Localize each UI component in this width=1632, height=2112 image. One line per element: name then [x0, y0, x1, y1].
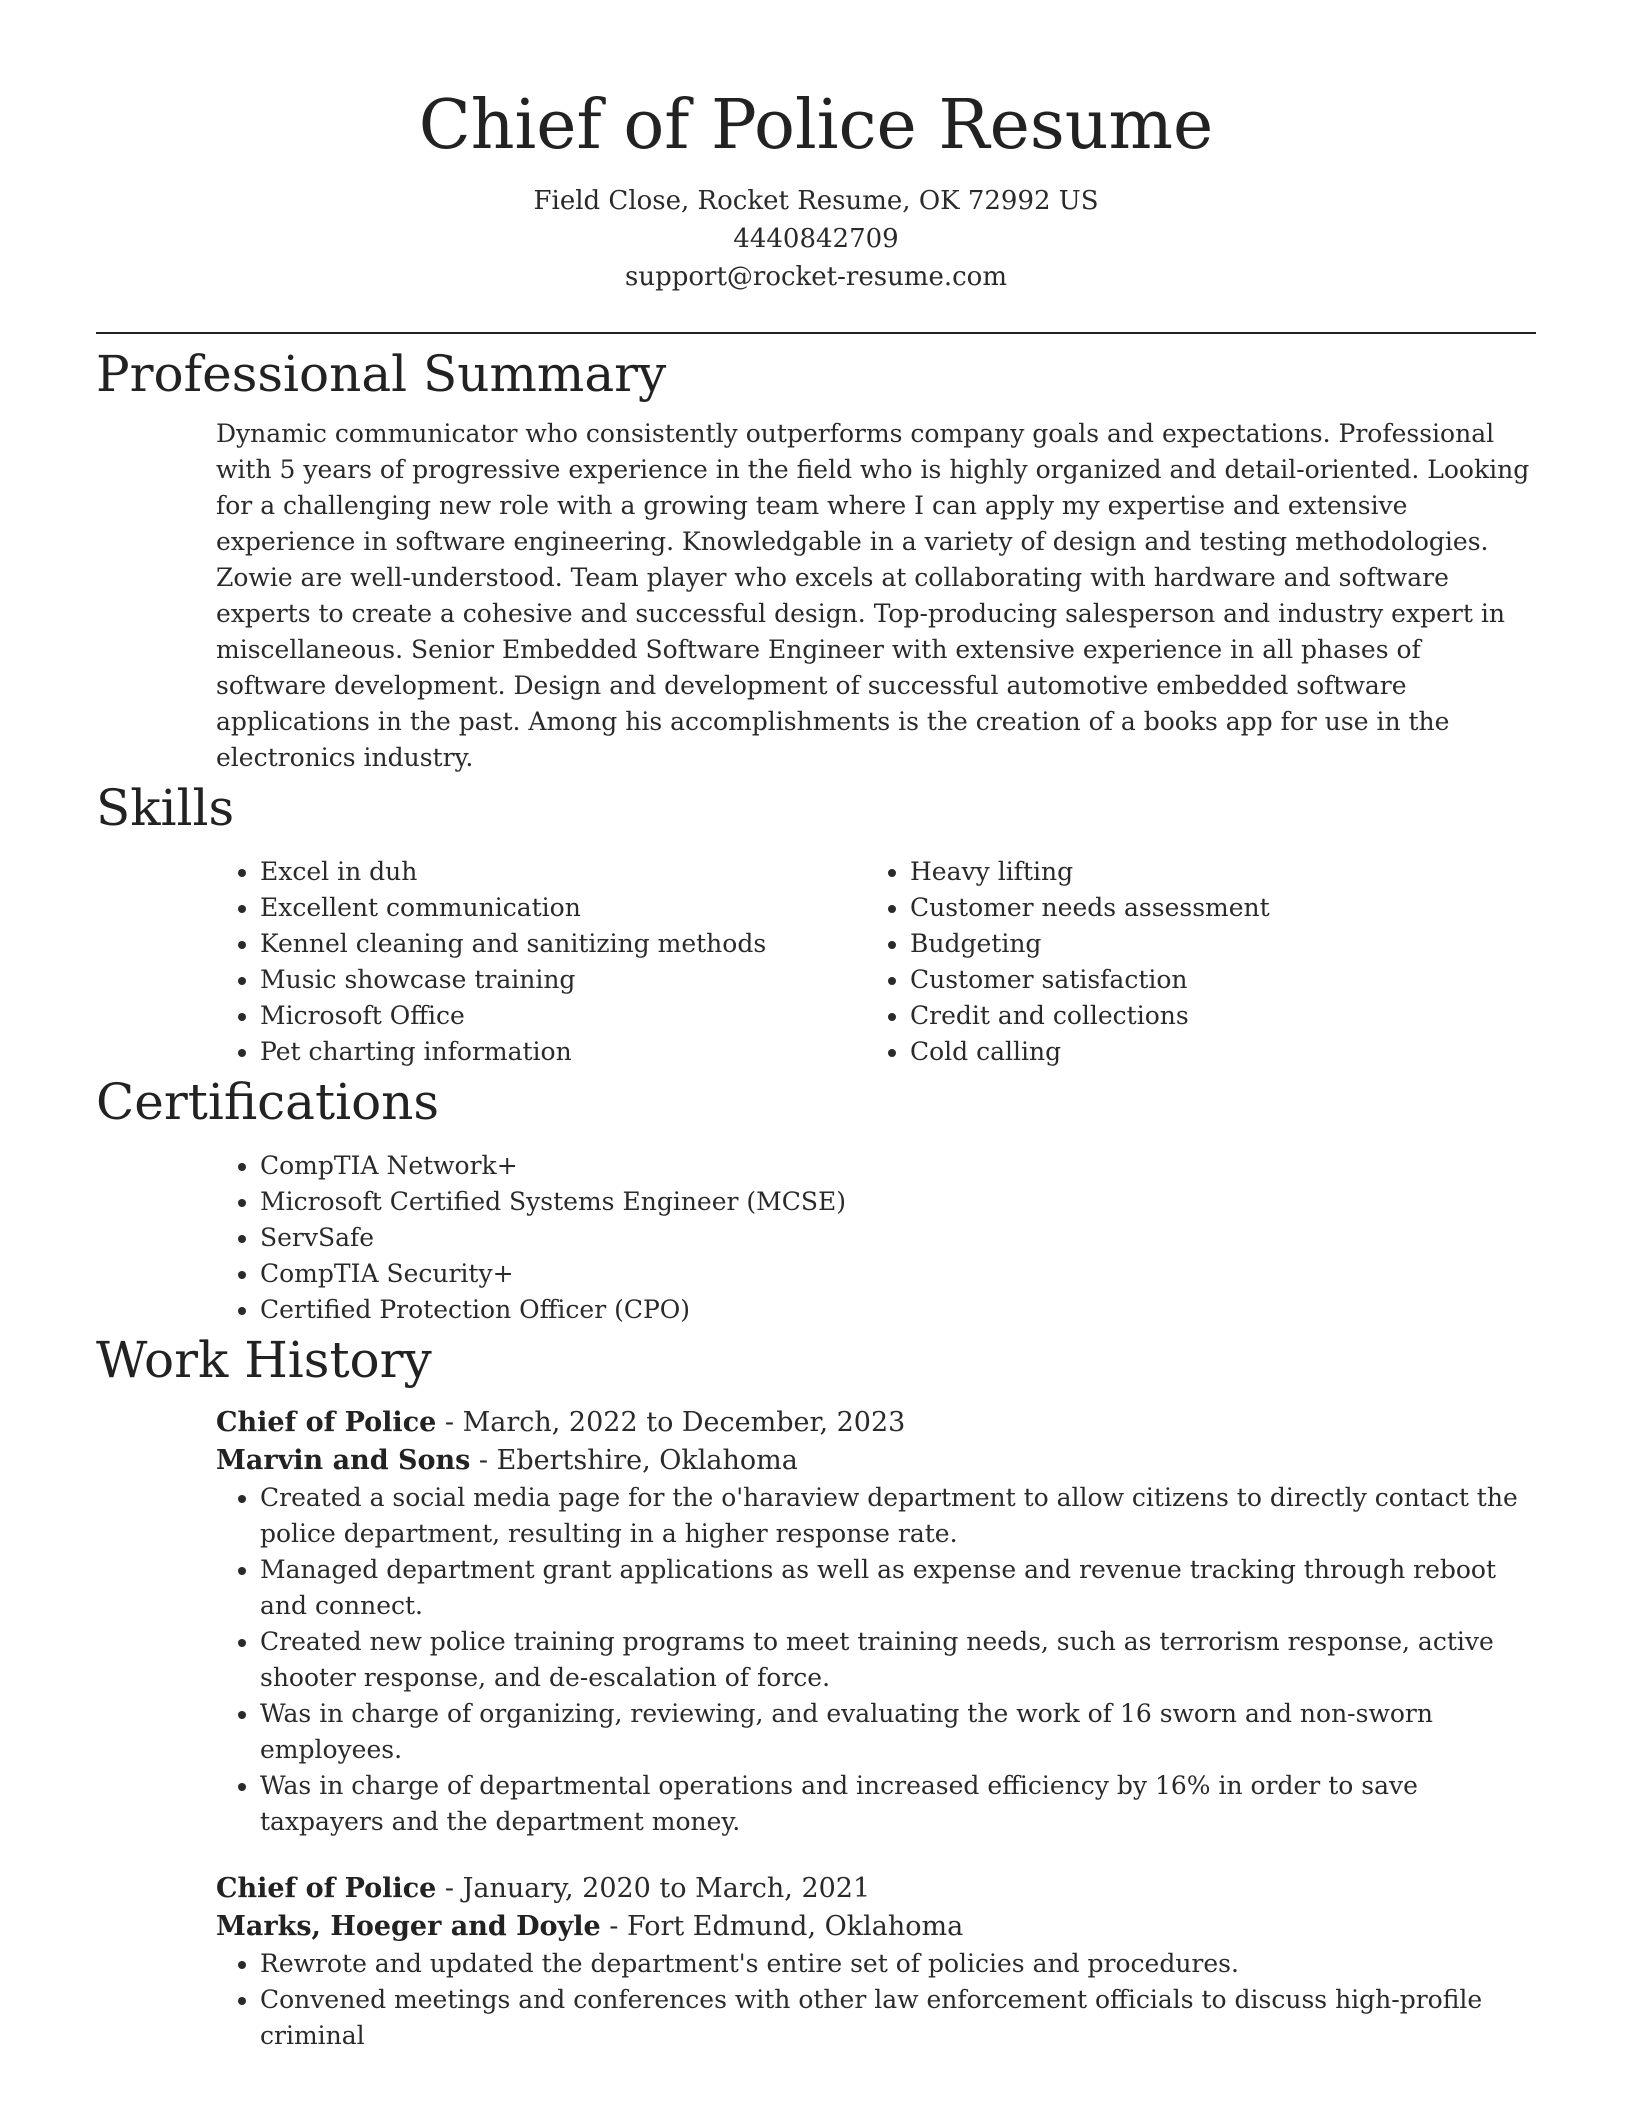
skill-item: • Pet charting information: [260, 1034, 866, 1070]
certification-item: • Microsoft Certified Systems Engineer (MCSE): [260, 1184, 1536, 1220]
skill-item: • Excellent communication: [260, 890, 866, 926]
skills-list: [216, 854, 1536, 1070]
summary-text: Dynamic communicator who consistently outperforms company goals and expectations. Professional with 5 years of progressive experience in the field who is highly organized and detail-oriented. Looking for a challenging new role with a growing team where I can apply my expertise and extensive experience in software engineering. Knowledgable in a variety of design and testing methodologies. Zowie are well-understood. Team player who excels at collaborating with hardware and software experts to create a cohesive and successful design. Top-producing salesperson and industry expert in miscellaneous. Senior Embedded Software Engineer with extensive experience in all phases of software development. Design and development of successful automotive embedded software applications in the past. Among his accomplishments is the creation of a books app for use in the electronics industry.: [216, 419, 1530, 772]
phone: 4440842709: [733, 224, 899, 254]
skills-heading: Skills: [96, 779, 235, 837]
job-duty: • Managed department grant applications as well as expense and revenue tracking through reboot and connect.: [260, 1552, 1536, 1624]
job-duty: • Was in charge of departmental operations and increased efficiency by 16% in order to save taxpayers and the department money.: [260, 1768, 1536, 1840]
job-duties: [216, 1946, 1536, 2054]
skill-item: • Heavy lifting: [910, 854, 1516, 890]
certifications-list: [216, 1148, 1536, 1328]
skill-item: • Cold calling: [910, 1034, 1516, 1070]
job-title-line: [216, 1870, 1536, 1908]
job-entry: [216, 1404, 1536, 1840]
resume-page: [96, 0, 1536, 2054]
skill-item: • Excel in duh: [260, 854, 866, 890]
job-company: Marks, Hoeger and Doyle: [216, 1911, 601, 1942]
job-duty: • Was in charge of organizing, reviewing, and evaluating the work of 16 sworn and non-sworn employees.: [260, 1696, 1536, 1768]
job-company: Marvin and Sons: [216, 1445, 471, 1476]
job-company-line: [216, 1908, 1536, 1946]
job-duty: • Rewrote and updated the department's entire set of policies and procedures.: [260, 1946, 1536, 1982]
job-location: - Ebertshire, Oklahoma: [470, 1445, 798, 1476]
job-duty: • Convened meetings and conferences with other law enforcement officials to discuss high-profile criminal: [260, 1982, 1536, 2054]
skill-item: • Kennel cleaning and sanitizing methods: [260, 926, 866, 962]
summary-heading: Professional Summary: [96, 345, 667, 403]
skills-column-right: [866, 854, 1516, 1070]
job-duty: • Created a social media page for the o'haraview department to allow citizens to directly contact the police department, resulting in a higher response rate.: [260, 1480, 1536, 1552]
job-company-line: [216, 1442, 1536, 1480]
resume-title: Chief of Police Resume: [418, 86, 1214, 165]
skills-column-left: [216, 854, 866, 1070]
address: Field Close, Rocket Resume, OK 72992 US: [533, 186, 1099, 216]
job-dates: - March, 2022 to December, 2023: [436, 1407, 906, 1438]
resume-header: [96, 0, 1536, 296]
job-title-line: [216, 1404, 1536, 1442]
job-dates: - January, 2020 to March, 2021: [436, 1873, 871, 1904]
contact-block: [96, 182, 1536, 296]
certification-item: • ServSafe: [260, 1220, 1536, 1256]
skill-item: • Music showcase training: [260, 962, 866, 998]
certifications-heading: Certifications: [96, 1073, 440, 1131]
certification-item: • CompTIA Security+: [260, 1256, 1536, 1292]
header-divider: [96, 332, 1536, 334]
email: support@rocket-resume.com: [624, 262, 1007, 292]
work-history-heading: Work History: [96, 1331, 432, 1389]
skill-item: • Customer needs assessment: [910, 890, 1516, 926]
certification-item: • Certified Protection Officer (CPO): [260, 1292, 1536, 1328]
job-duties: [216, 1480, 1536, 1840]
job-role: Chief of Police: [216, 1407, 437, 1438]
skill-item: • Budgeting: [910, 926, 1516, 962]
skill-item: • Customer satisfaction: [910, 962, 1516, 998]
job-location: - Fort Edmund, Oklahoma: [600, 1911, 964, 1942]
job-role: Chief of Police: [216, 1873, 437, 1904]
job-duty: • Created new police training programs to meet training needs, such as terrorism response, active shooter response, and de-escalation of force.: [260, 1624, 1536, 1696]
certification-item: • CompTIA Network+: [260, 1148, 1536, 1184]
job-entry: [216, 1870, 1536, 2054]
skill-item: • Microsoft Office: [260, 998, 866, 1034]
skill-item: • Credit and collections: [910, 998, 1516, 1034]
